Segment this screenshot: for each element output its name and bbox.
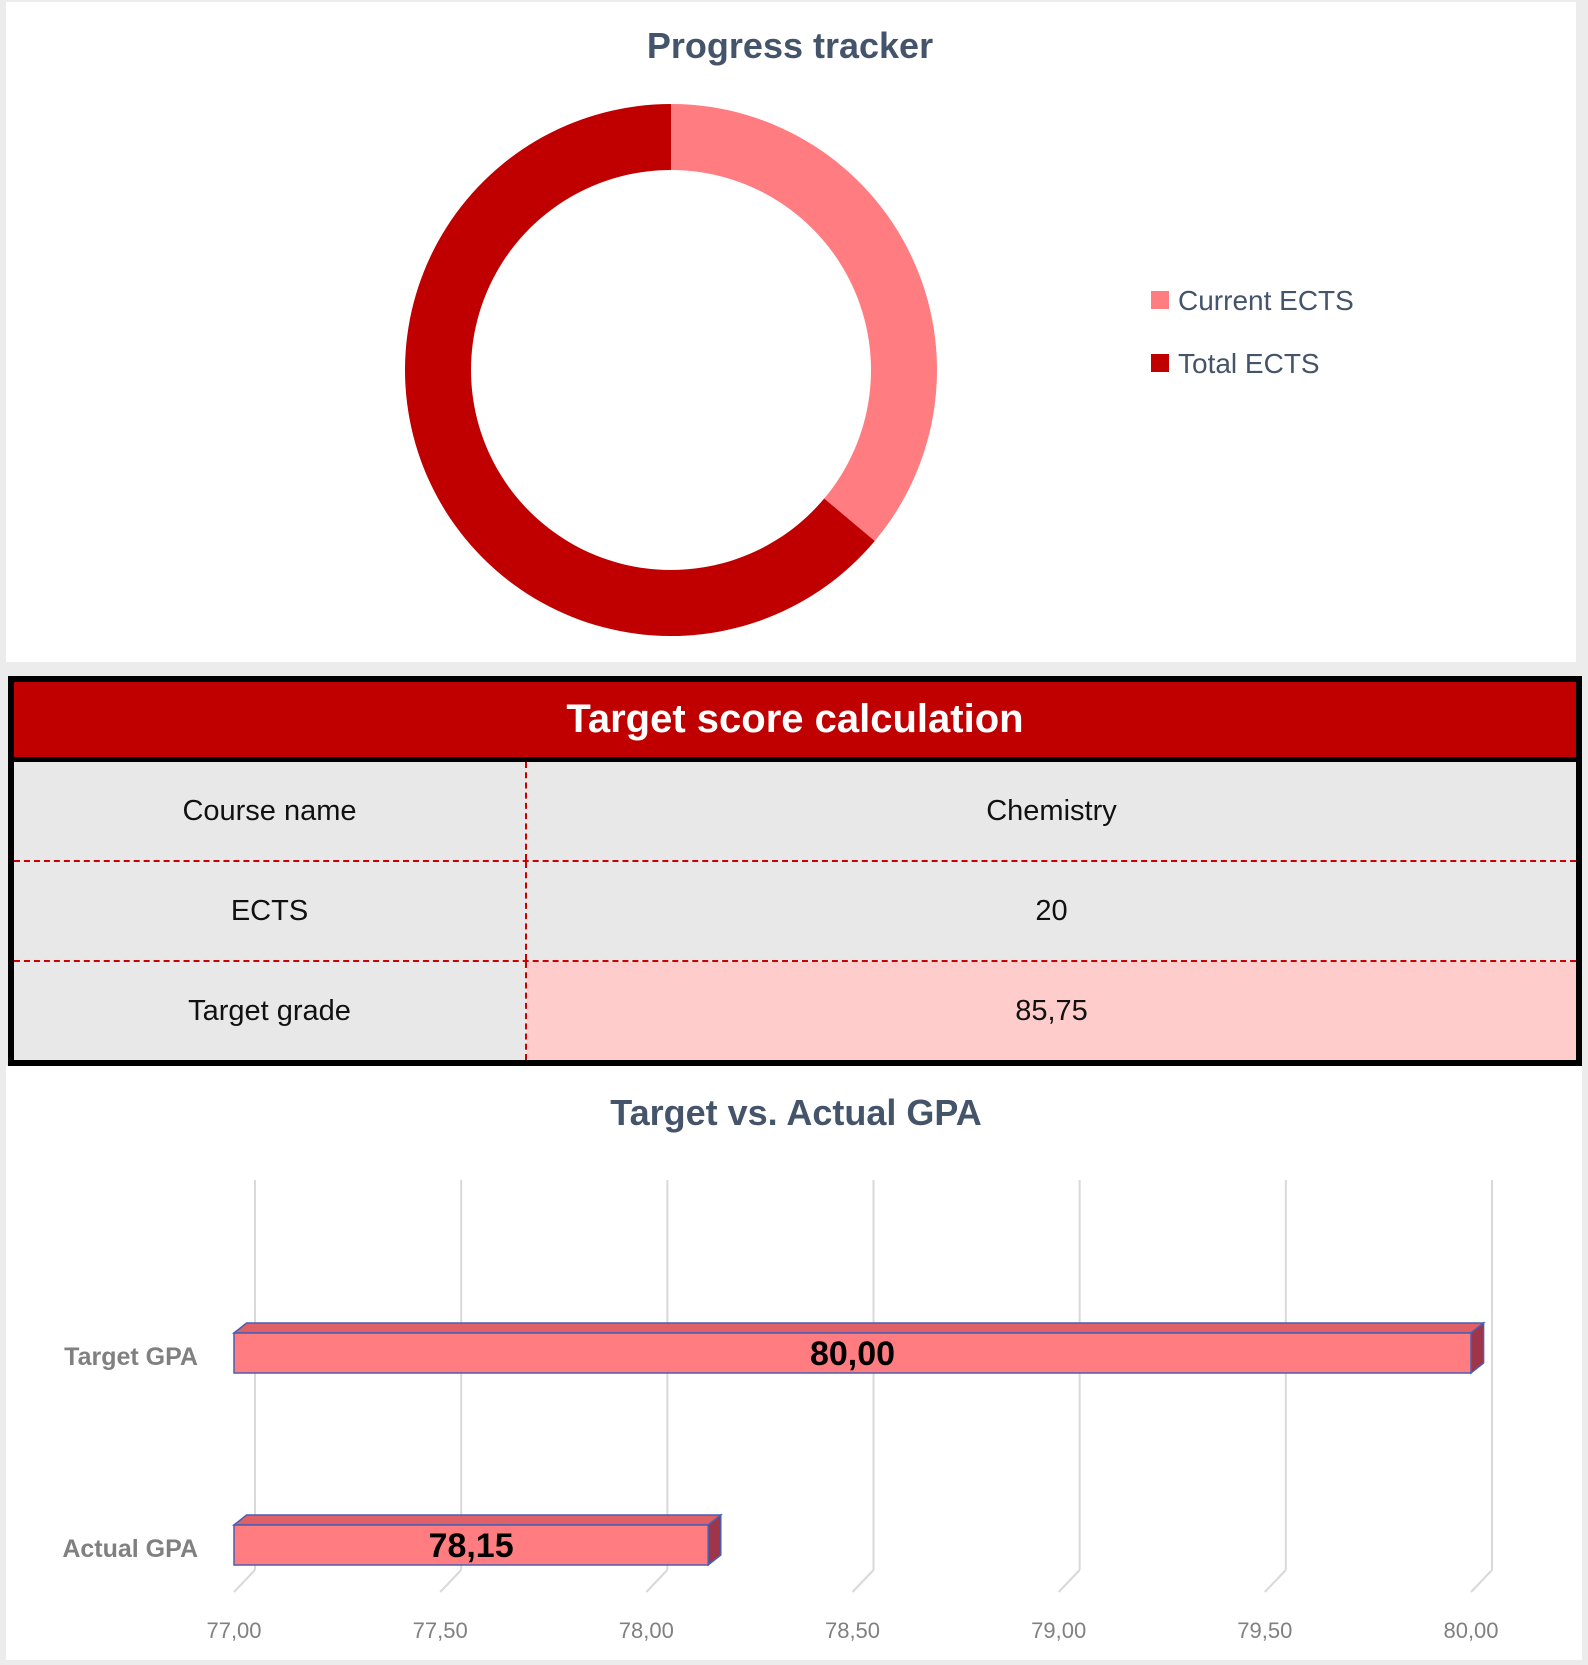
table-row	[14, 962, 1576, 1060]
legend-swatch	[1151, 354, 1169, 372]
x-tick-label: 79,50	[1237, 1618, 1293, 1643]
course-name-value[interactable]: Chemistry	[986, 794, 1117, 827]
target-score-table	[8, 676, 1582, 1066]
gridline-floor	[440, 1570, 461, 1592]
gpa-bar-svg	[6, 1066, 1582, 1660]
chart-title: Progress tracker	[646, 25, 934, 66]
table-row	[14, 862, 1576, 962]
gridline-floor	[1265, 1570, 1286, 1592]
ects-label: ECTS	[14, 862, 527, 960]
legend-label: Total ECTS	[1178, 348, 1320, 379]
progress-tracker-chart	[6, 2, 1576, 662]
gridline-floor	[234, 1570, 255, 1592]
y-category-label: Target GPA	[64, 1343, 198, 1371]
gridline-floor	[1059, 1570, 1080, 1592]
progress-tracker-svg	[6, 2, 1576, 662]
x-tick-label: 78,50	[824, 1618, 881, 1643]
legend-swatch	[1151, 291, 1169, 309]
bar-top-face	[234, 1515, 721, 1525]
chart-title: Target vs. Actual GPA	[610, 1092, 982, 1133]
bar-value-label: 80,00	[809, 1335, 896, 1373]
bar-value-label: 78,15	[428, 1527, 514, 1565]
donut-slice-current-ects	[671, 104, 937, 541]
target-grade-value: 85,75	[527, 962, 1576, 1060]
x-tick-label: 78,00	[618, 1618, 674, 1643]
x-tick-label: 77,50	[412, 1618, 468, 1643]
course-name-label: Course name	[14, 762, 527, 860]
gridline-floor	[1471, 1570, 1492, 1592]
x-tick-label: 80,00	[1443, 1618, 1499, 1643]
bar-actual-gpa	[234, 1515, 721, 1565]
bar-target-gpa	[234, 1323, 1484, 1373]
legend-label: Current ECTS	[1178, 285, 1354, 316]
x-tick-label: 79,00	[1031, 1618, 1087, 1643]
x-tick-label: 77,00	[206, 1618, 262, 1643]
y-category-label: Actual GPA	[62, 1535, 198, 1563]
table-title: Target score calculation	[14, 682, 1576, 762]
gridline-floor	[853, 1570, 874, 1592]
target-grade-label: Target grade	[14, 962, 527, 1060]
gpa-bar-chart	[6, 1066, 1582, 1660]
table-row	[14, 762, 1576, 862]
ects-value[interactable]: 20	[1035, 894, 1068, 927]
gridline-floor	[646, 1570, 667, 1592]
bar-top-face	[234, 1323, 1484, 1333]
